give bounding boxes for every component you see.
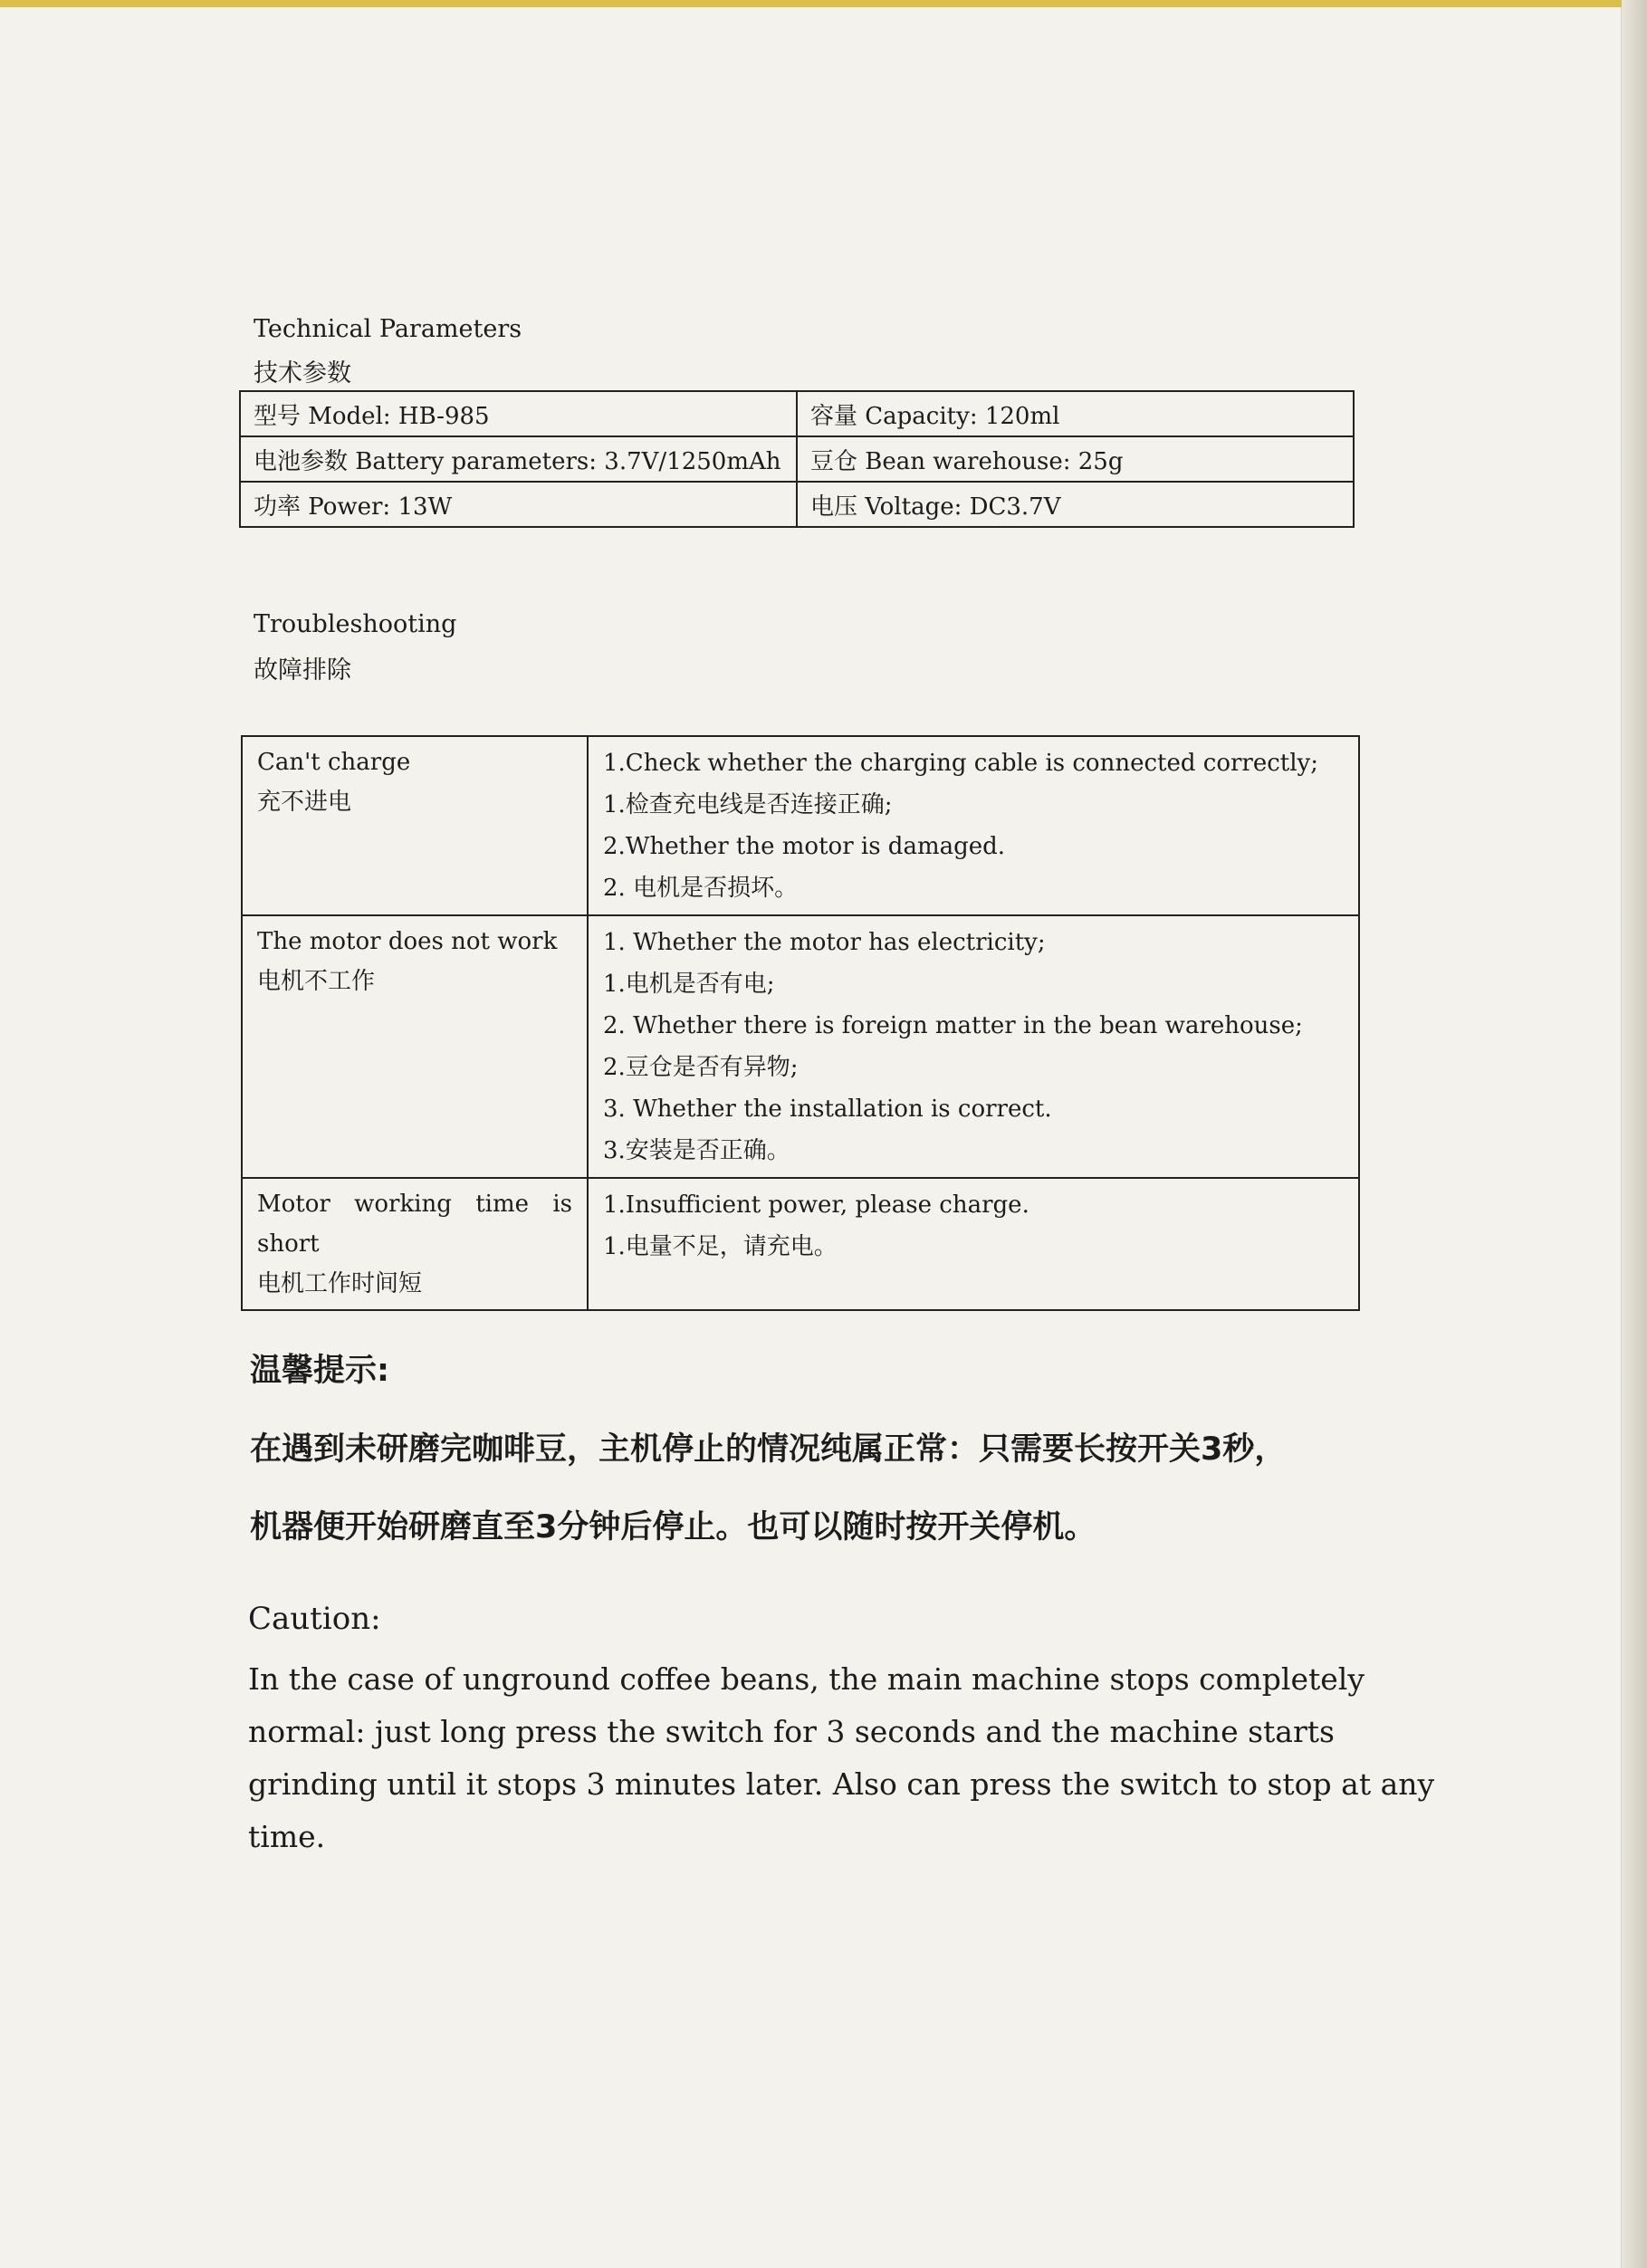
problem-text: Can't charge [257,749,411,776]
troubleshooting-title-zh: 故障排除 [254,656,351,684]
problem-text: 充不进电 [257,789,352,816]
problem-cell [242,1178,588,1310]
table-row [242,915,1359,1178]
table-row [242,1178,1359,1310]
technical-title-zh: 技术参数 [254,359,351,388]
caution-title: Caution: [248,1601,381,1637]
param-cell: 功率 Power: 13W [240,482,797,527]
problem-text: The motor does not work [257,928,558,955]
solution-text: 3.安装是否正确。 [603,1137,790,1164]
technical-parameters-table [239,390,1355,528]
solution-text: 1.电机是否有电; [603,971,775,998]
manual-page [0,7,1623,2268]
solution-text: 1.检查充电线是否连接正确; [603,791,893,818]
tip-line: 在遇到未研磨完咖啡豆，主机停止的情况纯属正常：只需要长按开关3秒， [250,1431,1287,1468]
table-row [240,482,1354,527]
param-cell: 电池参数 Battery parameters: 3.7V/1250mAh [240,436,797,482]
technical-title-en: Technical Parameters [254,315,522,343]
param-cell: 容量 Capacity: 120ml [797,391,1354,436]
solution-text: 3. Whether the installation is correct. [603,1096,1052,1123]
troubleshooting-title-en: Troubleshooting [254,610,457,638]
solution-text: 2.豆仓是否有异物; [603,1054,799,1081]
solution-text: 1. Whether the motor has electricity; [603,929,1046,956]
caution-text: In the case of unground coffee beans, the main machine stops completely normal: just long press the switch for 3 seconds and the machine starts grinding until it stops 3 minutes later. Also can press the switch to stop at any time. [248,1661,1435,1854]
tip-text [250,1411,1427,1566]
param-cell: 型号 Model: HB-985 [240,391,797,436]
problem-text: 电机工作时间短 [257,1270,423,1297]
problem-text: Motor working time is [257,1191,572,1218]
solution-cell [588,915,1359,1178]
solution-text: 1.电量不足，请充电。 [603,1233,838,1260]
table-row [240,391,1354,436]
table-row [240,436,1354,482]
page-edge-shadow [1622,0,1647,2268]
solution-cell [588,1178,1359,1310]
solution-text: 2.Whether the motor is damaged. [603,833,1006,860]
tip-line: 机器便开始研磨直至3分钟后停止。也可以随时按开关停机。 [250,1509,1096,1545]
solution-text: 2. Whether there is foreign matter in the bean warehouse; [603,1012,1303,1039]
param-cell: 豆仓 Bean warehouse: 25g [797,436,1354,482]
solution-text: 1.Insufficient power, please charge. [603,1191,1029,1219]
problem-text: 电机不工作 [257,968,376,995]
solution-text: 1.Check whether the charging cable is connected correctly; [603,750,1318,777]
solution-cell [588,736,1359,915]
problem-cell [242,915,588,1178]
troubleshooting-table [241,735,1360,1311]
problem-text: short [257,1230,320,1258]
solution-text: 2. 电机是否损坏。 [603,875,799,902]
problem-cell [242,736,588,915]
table-row [242,736,1359,915]
param-cell: 电压 Voltage: DC3.7V [797,482,1354,527]
tip-title: 温馨提示: [250,1353,389,1389]
